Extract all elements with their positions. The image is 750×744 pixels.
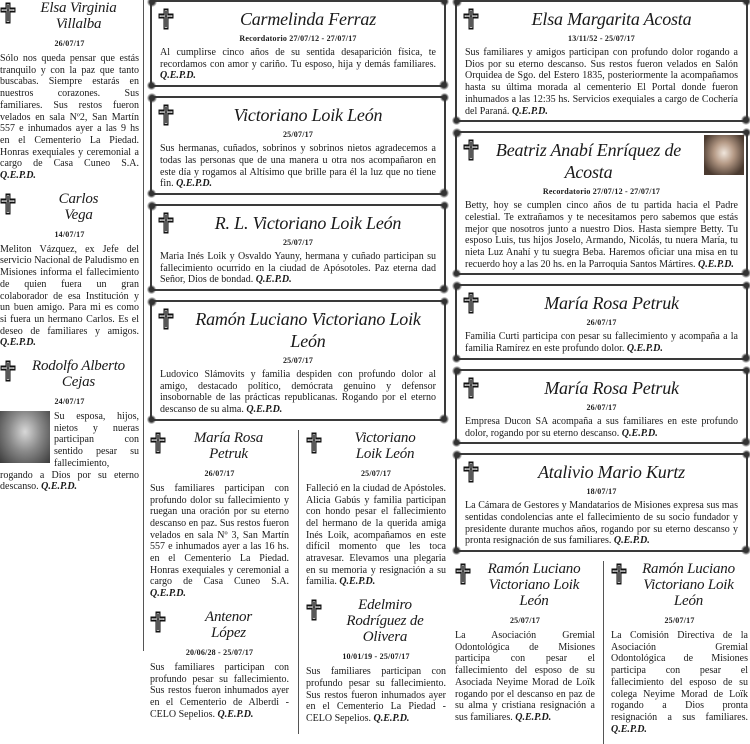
name-line: Edelmiro	[358, 597, 412, 614]
notice-text: Betty, hoy se cumplen cinco años de tu partida hacia el Padre celestial. Te extrañamos y te necesitamos pero sabemos que estás mejor que nosotros junto a nuestro Dios. Hasta siempre Betty. Tu esposo Luis, tus hijos Joselo, Armando, Nicolás, tu nuera María, tu nieta Luz Anahí y tu suegra Beba. Haremos oficiar una misa en tu recuerdo hoy a las 20 hs. en la Parroquia Santos Mártires.	[465, 200, 738, 270]
notice-body	[465, 416, 738, 439]
notice-body	[160, 143, 436, 190]
name-line: María Rosa Petruk	[544, 293, 679, 314]
name-line: Elsa Margarita Acosta	[531, 9, 692, 29]
cross-icon	[463, 377, 479, 399]
corner-ornament-icon	[451, 115, 462, 126]
cross-icon	[158, 8, 174, 30]
notice-date: 26/07/17	[54, 39, 85, 48]
name-line: Ramón Luciano	[642, 561, 735, 578]
sub-column	[298, 430, 446, 734]
corner-ornament-icon	[146, 414, 157, 425]
notice-header	[465, 4, 738, 30]
notice-header	[465, 457, 738, 483]
notice-text: Sus familiares participan con profundo pesar su fallecimiento. Sus restos fueron inhumados ayer en el Cementerio de Alberdi - CELO Sepelios.	[150, 661, 289, 720]
notice-text: Su esposa, hijos, nietos y nueras participan con sentido pesar su fallecimiento, rogando a Dios por su eterno descanso.	[0, 411, 139, 493]
corner-ornament-icon	[741, 280, 750, 291]
notice-date: 14/07/17	[54, 229, 85, 239]
notice-body	[455, 630, 595, 724]
cross-icon	[0, 2, 16, 24]
notice-header	[465, 373, 738, 399]
notice-text: La Cámara de Gestores y Mandatarios de Misiones expresa sus mas sentidas condolencias ante el fallecimiento de su socio fundador y presidente durante muchos años, rogando por su eterno descanso y pronta resignación de sus familiares.	[465, 500, 738, 547]
name-line: Victoriano Loik León	[233, 105, 383, 126]
name-line: Atalivio Mario Kurtz	[537, 462, 685, 483]
corner-ornament-icon	[451, 545, 462, 556]
notice-date: 25/07/17	[664, 616, 695, 626]
notice-date: Recordatorio 27/07/12 - 27/07/17	[239, 34, 357, 43]
name-line: Villalba	[55, 16, 102, 32]
notice-date: 20/06/28 - 25/07/17	[185, 647, 254, 657]
cross-icon	[611, 563, 627, 585]
name-line: Petruk	[209, 445, 248, 462]
portrait-photo	[704, 135, 744, 175]
name-line: Victoriano	[354, 429, 416, 446]
cross-icon	[150, 432, 166, 454]
deceased-name	[306, 597, 446, 645]
notice-date: 25/07/17	[282, 356, 314, 366]
notice-text: Sus hermanas, cuñados, sobrinos y sobrinos nietos agradecemos a todas las personas que de una manera u otra nos acompañaron en este día y rogamos al Altísimo que brille para él la luz que no tiene fin.	[160, 143, 436, 190]
notice-body	[0, 244, 139, 349]
obituary-notice	[455, 284, 748, 359]
notice-text: La Asociación Gremial Odontológica de Misiones participa con pesar el fallecimiento del esposo de su Asociada Neyime Morad de Loïk rogando por el descanso en paz de su alma y cristiana resignación a sus familiares.	[455, 630, 595, 723]
name-line: Victoriano Loik León	[488, 577, 580, 610]
deceased-name	[455, 561, 595, 609]
column-left	[0, 0, 139, 502]
column-right	[455, 0, 748, 744]
name-line: López	[211, 624, 246, 641]
notice-body	[160, 251, 436, 286]
notice-header	[465, 135, 738, 183]
corner-ornament-icon	[146, 188, 157, 199]
notice-body	[150, 483, 289, 600]
notice-text: Maria Inés Loik y Osvaldo Yauny, hermana y cuñado participan su fallecimiento ocurrido en la ciudad de Apósotoles. Paz eterna dad Señor, Dios de bondad.	[160, 250, 436, 286]
qepd-closing: Q.E.P.D.	[0, 170, 36, 182]
notice-body	[465, 200, 738, 270]
obituary-notice	[0, 191, 139, 349]
cross-icon	[463, 292, 479, 314]
corner-ornament-icon	[439, 92, 450, 103]
obituary-notice	[455, 453, 748, 552]
obituary-notice	[0, 358, 139, 493]
qepd-closing: Q.E.P.D.	[698, 258, 734, 270]
corner-ornament-icon	[451, 268, 462, 279]
corner-ornament-icon	[741, 365, 750, 376]
notice-text: Sus familiares participan con profundo dolor su fallecimiento y ruegan una oración por su eterno descanso en paz. Sus restos fueron velados en sala Nº 3, San Martín 557 e inhumados ayer a las 16 hs. en el Cementerio La Piedad. Honras exequiales y ceremonial a cargo de Casa Cuneo S.A.	[150, 482, 289, 588]
qepd-closing: Q.E.P.D.	[339, 576, 376, 588]
notice-date: 10/01/19 - 25/07/17	[342, 652, 410, 662]
qepd-closing: Q.E.P.D.	[611, 723, 647, 735]
deceased-name	[0, 191, 139, 223]
deceased-name	[465, 4, 738, 30]
notice-header	[160, 304, 436, 352]
obituary-notice	[150, 96, 446, 195]
cross-icon	[0, 360, 16, 382]
qepd-closing: Q.E.P.D.	[41, 481, 78, 493]
obituary-notice	[150, 0, 446, 87]
deceased-name	[306, 430, 446, 462]
corner-ornament-icon	[439, 0, 450, 7]
name-line: Beatriz Anabí Enríquez de Acosta	[495, 140, 682, 183]
obituary-notice	[455, 131, 748, 275]
cross-icon	[158, 104, 174, 126]
deceased-name	[611, 561, 748, 609]
notice-body	[150, 662, 289, 721]
notice-text: Falleció en la ciudad de Apóstoles. Alicia Gabús y familia participan con hondo pesar el fallecimiento del hermano de la querida amiga Inés Loik, acompañamos en este difícil momento que les toca atravesar. Elevamos una plegaria en su memoria y resignación a su familia.	[306, 482, 446, 588]
obituary-notice	[0, 0, 139, 182]
notice-text: Sólo nos queda pensar que estás tranquilo y con la paz que tanto buscabas. Siempre estarás en nuestros corazones. Sus familiares. Sus restos fueron velados en sala Nº2, San Martín 557 e inhumados ayer a las 9 hs en el Cementerio La Piedad. Honras exequiales y ceremonial a cargo de Casa Cuneo S.A.	[0, 53, 139, 170]
deceased-name	[160, 304, 436, 352]
name-line: R. L. Victoriano Loik León	[214, 212, 402, 233]
notice-text: Al cumplirse cinco años de su sentida desaparición física, te recordamos con amor y cariño. Tu esposo, hija y demás familiares.	[160, 47, 436, 70]
sub-column	[603, 561, 748, 744]
name-line: Elsa Virginia	[40, 0, 117, 16]
name-line: María Rosa	[193, 429, 264, 446]
deceased-name	[0, 358, 139, 390]
name-line: Antenor	[205, 608, 252, 625]
deceased-name	[465, 288, 738, 314]
obituary-notice	[306, 597, 446, 725]
corner-ornament-icon	[451, 437, 462, 448]
deceased-name	[160, 100, 436, 126]
name-line: Rodolfo Alberto	[32, 358, 125, 375]
notice-text: Familia Curti participa con pesar su fallecimiento y acompaña a la familia Ramírez en este profundo dolor.	[465, 331, 738, 355]
corner-ornament-icon	[146, 284, 157, 295]
boxed-notices	[455, 0, 748, 552]
cross-icon	[158, 212, 174, 234]
cross-icon	[455, 563, 471, 585]
notice-header	[306, 430, 446, 462]
qepd-closing: Q.E.P.D.	[511, 105, 548, 117]
notice-header	[0, 191, 139, 223]
notice-header	[160, 100, 436, 126]
notice-date: 24/07/17	[54, 397, 85, 407]
corner-ornament-icon	[451, 353, 462, 364]
obituary-notice	[150, 430, 289, 600]
notice-body	[160, 47, 436, 82]
qepd-closing: Q.E.P.D.	[160, 70, 196, 82]
notice-header	[0, 0, 139, 32]
name-line: Rodríguez de Olivera	[346, 613, 424, 646]
notice-date: 13/11/52 - 25/07/17	[568, 34, 635, 43]
notice-header	[160, 208, 436, 234]
qepd-closing: Q.E.P.D.	[176, 178, 213, 190]
notice-header	[306, 597, 446, 645]
notice-date: 25/07/17	[282, 237, 314, 247]
notice-body	[611, 630, 748, 735]
name-line: Carmelinda Ferraz	[239, 9, 377, 29]
cross-icon	[0, 193, 16, 215]
obituary-notice	[611, 561, 748, 735]
qepd-closing: Q.E.P.D.	[373, 712, 410, 724]
notice-body	[0, 411, 139, 493]
obituary-notice	[306, 430, 446, 588]
qepd-closing: Q.E.P.D.	[217, 708, 254, 720]
notice-body	[306, 666, 446, 725]
notice-header	[0, 358, 139, 390]
notice-text: La Comisión Directiva de la Asociación Gremial Odontológica de Misiones participa con pesar el fallecimiento del esposo de su colega Neyime Morad de Loïk rogando a Dios pronta resignación a sus familiares.	[611, 630, 748, 723]
qepd-closing: Q.E.P.D.	[150, 588, 186, 600]
cross-icon	[463, 139, 479, 161]
deceased-name	[160, 4, 436, 30]
corner-ornament-icon	[146, 80, 157, 91]
deceased-name	[150, 609, 289, 641]
obituary-notice	[150, 300, 446, 421]
notice-date: 25/07/17	[360, 468, 392, 478]
qepd-closing: Q.E.P.D.	[613, 535, 650, 547]
name-line: Ramón Luciano Victoriano Loik León	[195, 309, 421, 352]
deceased-name	[465, 135, 738, 183]
notice-date: 25/07/17	[282, 130, 314, 140]
cross-icon	[158, 308, 174, 330]
notice-date: 25/07/17	[509, 616, 541, 626]
deceased-name	[0, 0, 139, 32]
name-line: Carlos	[58, 190, 99, 207]
name-line: Victoriano Loik León	[643, 577, 734, 610]
deceased-name	[150, 430, 289, 462]
notice-header	[160, 4, 436, 30]
qepd-closing: Q.E.P.D.	[255, 274, 292, 286]
cross-icon	[463, 8, 479, 30]
notice-date: 26/07/17	[204, 468, 235, 478]
column-divider	[143, 0, 144, 651]
cross-icon	[463, 461, 479, 483]
boxed-notices	[150, 0, 446, 421]
notice-date: 26/07/17	[586, 318, 617, 328]
name-line: Vega	[64, 206, 93, 223]
column-middle	[150, 0, 446, 734]
notice-body	[0, 53, 139, 182]
notice-header	[150, 609, 289, 641]
name-line: Loik León	[355, 445, 415, 462]
notice-header	[465, 288, 738, 314]
corner-ornament-icon	[439, 296, 450, 307]
qepd-closing: Q.E.P.D.	[0, 337, 36, 349]
obituary-notice	[455, 369, 748, 444]
obituary-notice	[150, 204, 446, 291]
obituary-notice	[150, 609, 289, 721]
notice-text: Empresa Ducon SA acompaña a sus familiares en este profundo dolor, rogando por su eterno descanso.	[465, 415, 738, 439]
notice-date: 26/07/17	[586, 402, 617, 412]
notice-text: Sus familiares participan con profundo pesar su fallecimiento. Sus restos fueron inhumados ayer en el Cementerio La Piedad - CELO Sepelios.	[306, 666, 446, 724]
qepd-closing: Q.E.P.D.	[621, 427, 658, 439]
notice-body	[160, 369, 436, 416]
notice-text: Sus familiares y amigos participan con profundo dolor rogando a Dios por su eterno descanso. Sus restos fueron velados en Salón Orquidea de Sgo. del Estero 1835, posteriormente la acompañamos hasta su última morada al cementerio El Portal donde fueron inhumados a las 12:35 hs. Servicios exequiales a cargo de Cochería del Paraná.	[465, 47, 738, 117]
notice-date: 18/07/17	[586, 487, 617, 497]
name-line: Cejas	[61, 374, 96, 391]
notice-header	[455, 561, 595, 609]
cross-icon	[306, 599, 322, 621]
notice-header	[611, 561, 748, 609]
cross-icon	[306, 432, 322, 454]
notice-date: Recordatorio 27/07/12 - 27/07/17	[542, 187, 661, 197]
sub-column	[150, 430, 293, 734]
name-line: María Rosa Petruk	[544, 377, 679, 398]
deceased-name	[465, 373, 738, 399]
corner-ornament-icon	[741, 449, 750, 460]
corner-ornament-icon	[741, 0, 750, 7]
deceased-name	[465, 457, 738, 483]
notice-header	[150, 430, 289, 462]
cross-icon	[150, 611, 166, 633]
deceased-name	[160, 208, 436, 234]
sub-columns	[455, 561, 748, 744]
qepd-closing: Q.E.P.D.	[246, 404, 283, 416]
obituary-notice	[455, 0, 748, 122]
notice-body	[465, 500, 738, 547]
sub-column	[455, 561, 599, 744]
notice-body	[465, 331, 738, 354]
sub-columns	[150, 430, 446, 734]
notice-body	[465, 47, 738, 117]
portrait-photo	[0, 411, 50, 463]
qepd-closing: Q.E.P.D.	[515, 711, 552, 723]
name-line: Ramón Luciano	[487, 561, 581, 578]
obituary-notice	[455, 561, 595, 724]
corner-ornament-icon	[439, 200, 450, 211]
notice-body	[306, 483, 446, 588]
notice-text: Meliton Vázquez, ex Jefe del servicio Nacional de Paludismo en Misiones informa el fallecimiento de quien fuera un gran colaborador de esa Institución y un buen amigo. Para mi es como si fuera un hermano Carlos. Es el deseo de familiares y amigos.	[0, 243, 139, 337]
qepd-closing: Q.E.P.D.	[626, 343, 663, 355]
notice-text: Ludovico Slámovits y familia despiden con profundo dolor al amigo, destacado político, demócrata genuino y defensor insobornable de las prácticas republicanas. Rogando por el eterno descanso de su alma.	[160, 369, 436, 416]
